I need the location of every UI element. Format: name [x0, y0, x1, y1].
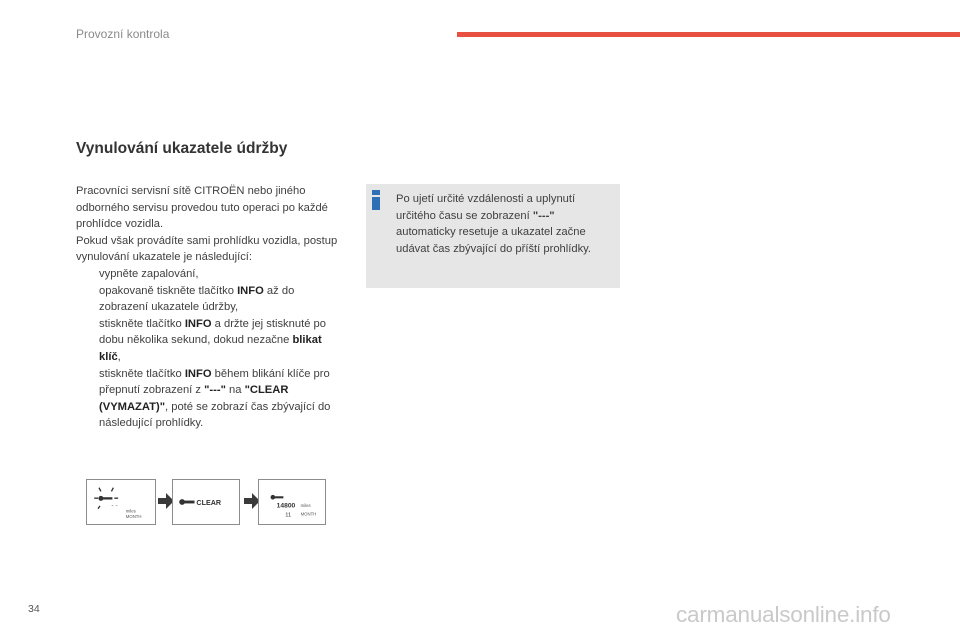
display-remaining-service: [258, 479, 326, 525]
display-clear: [172, 479, 240, 525]
display-clear-label: CLEAR: [196, 498, 222, 507]
display-dashes: - -: [111, 502, 118, 510]
page-number: 34: [28, 603, 40, 615]
info-box: [366, 184, 620, 288]
display-km-value: 14800: [276, 502, 296, 510]
display-month-value: 11: [285, 512, 292, 519]
info-text: Po ujetí určité vzdálenosti a uplynutí určitého času se zobrazení "---" automaticky resetuje a ukazatel začne udávat čas zbývající do příští prohlídky.: [396, 193, 592, 255]
step-4: stiskněte tlačítko INFO během blikání klíče pro přepnutí zobrazení z "---" na "CLEAR (VYMAZAT)", poté se zobrazí čas zbývající do následující prohlídky.: [99, 367, 331, 430]
header-accent-bar: [457, 32, 960, 37]
wrench-icon: [271, 495, 284, 500]
step-1: vypněte zapalování,: [99, 267, 199, 280]
wrench-icon: [179, 499, 194, 505]
display-unit-miles: miles: [300, 502, 311, 508]
display-unit-miles: miles: [125, 508, 136, 514]
intro-paragraph-2: Pokud však provádíte sami prohlídku vozidla, postup vynulování ukazatele je následující:: [76, 234, 338, 264]
page-title: Vynulování ukazatele údržby: [76, 140, 288, 157]
watermark: carmanualsonline.info: [676, 602, 891, 627]
display-wrench-flashing: [86, 479, 156, 525]
display-unit-month: MONTH: [300, 511, 317, 517]
step-3: stiskněte tlačítko INFO a držte jej stisknuté po dobu několika sekund, dokud nezačne blikat klíč,: [99, 317, 326, 363]
section-header: Provozní kontrola: [76, 27, 170, 41]
display-unit-month: MONTH: [125, 514, 142, 520]
info-icon: [369, 189, 383, 211]
intro-paragraph-1: Pracovníci servisní sítě CITROËN nebo jiného odborného servisu provedou tuto operaci po každé prohlídce vozidla.: [76, 185, 328, 231]
procedure-text: [76, 183, 346, 432]
step-2: opakovaně tiskněte tlačítko INFO až do zobrazení ukazatele údržby,: [99, 284, 295, 314]
wrench-icon: [98, 496, 112, 501]
